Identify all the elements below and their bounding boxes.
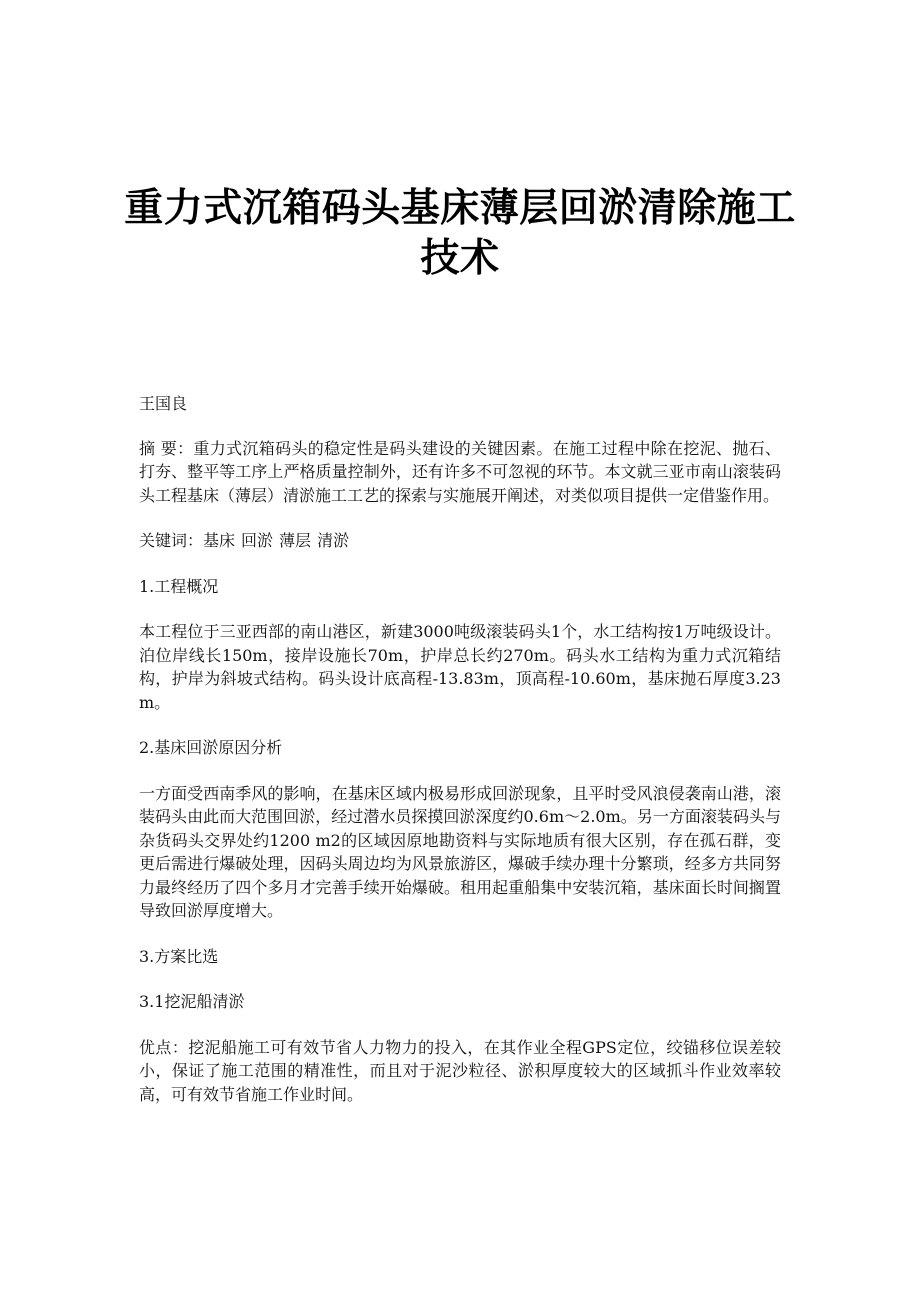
section-3-heading: 3.方案比选: [139, 946, 219, 966]
document-body: [139, 392, 781, 1128]
keywords-label: 关键词：: [139, 531, 204, 550]
keyword-4: 清淤: [317, 531, 350, 550]
section-1-heading: 1.工程概况: [139, 576, 219, 596]
section-3-1-heading: 3.1挖泥船清淤: [139, 992, 245, 1011]
section-2-heading: 2.基床回淤原因分析: [139, 738, 283, 757]
section-3-1-text: 优点：挖泥船施工可有效节省人力物力的投入，在其作业全程GPS定位，绞锚移位误差较小，保证了施工范围的精准性，而且对于泥沙粒径、淤积厚度较大的区域抓斗作业效率较高，可有效节省施工作业时间。: [139, 1037, 781, 1104]
section-1-text: 本工程位于三亚西部的南山港区，新建3000吨级滚装码头1个，水工结构按1万吨级设计。泊位岸线长150m，接岸设施长70m，护岸总长约270m。码头水工结构为重力式沉箱结构，护岸为斜坡式结构。码头设计底高程-13.83m，顶高程-10.60m，基床抛石厚度3.23m。: [139, 622, 781, 712]
section-2-text: 一方面受西南季风的影响，在基床区域内极易形成回淤现象，且平时受风浪侵袭南山港，滚装码头由此而大范围回淤，经过潜水员探摸回淤深度约0.6m～2.0m。另一方面滚装码头与杂货码头交界处约1200 m2的区域因原地勘资料与实际地质有很大区别，存在孤石群，变更后需进行爆破处理，因码头周边均为风景旅游区，爆破手续办理十分繁琐，经多方共同努力最终经历了四个多月才完善手续开始爆破。租用起重船集中安装沉箱，基床面长时间搁置导致回淤厚度增大。: [139, 783, 781, 920]
author: 王国良: [139, 394, 188, 413]
title-line-2: 技术: [420, 235, 500, 281]
keywords: [139, 529, 781, 553]
abstract: 摘 要：重力式沉箱码头的稳定性是码头建设的关键因素。在施工过程中除在挖泥、抛石、打夯、整平等工序上严格质量控制外，还有许多不可忽视的环节。本文就三亚市南山滚装码头工程基床（薄层）清淤施工工艺的探索与实施展开阐述，对类似项目提供一定借鉴作用。: [139, 438, 781, 505]
title-line-1: 重力式沉箱码头基床薄层回淤清除施工: [124, 185, 796, 231]
keyword-1: 基床: [203, 531, 236, 550]
keyword-2: 回淤: [241, 531, 274, 550]
document-title: [60, 183, 860, 283]
keyword-3: 薄层: [279, 531, 312, 550]
